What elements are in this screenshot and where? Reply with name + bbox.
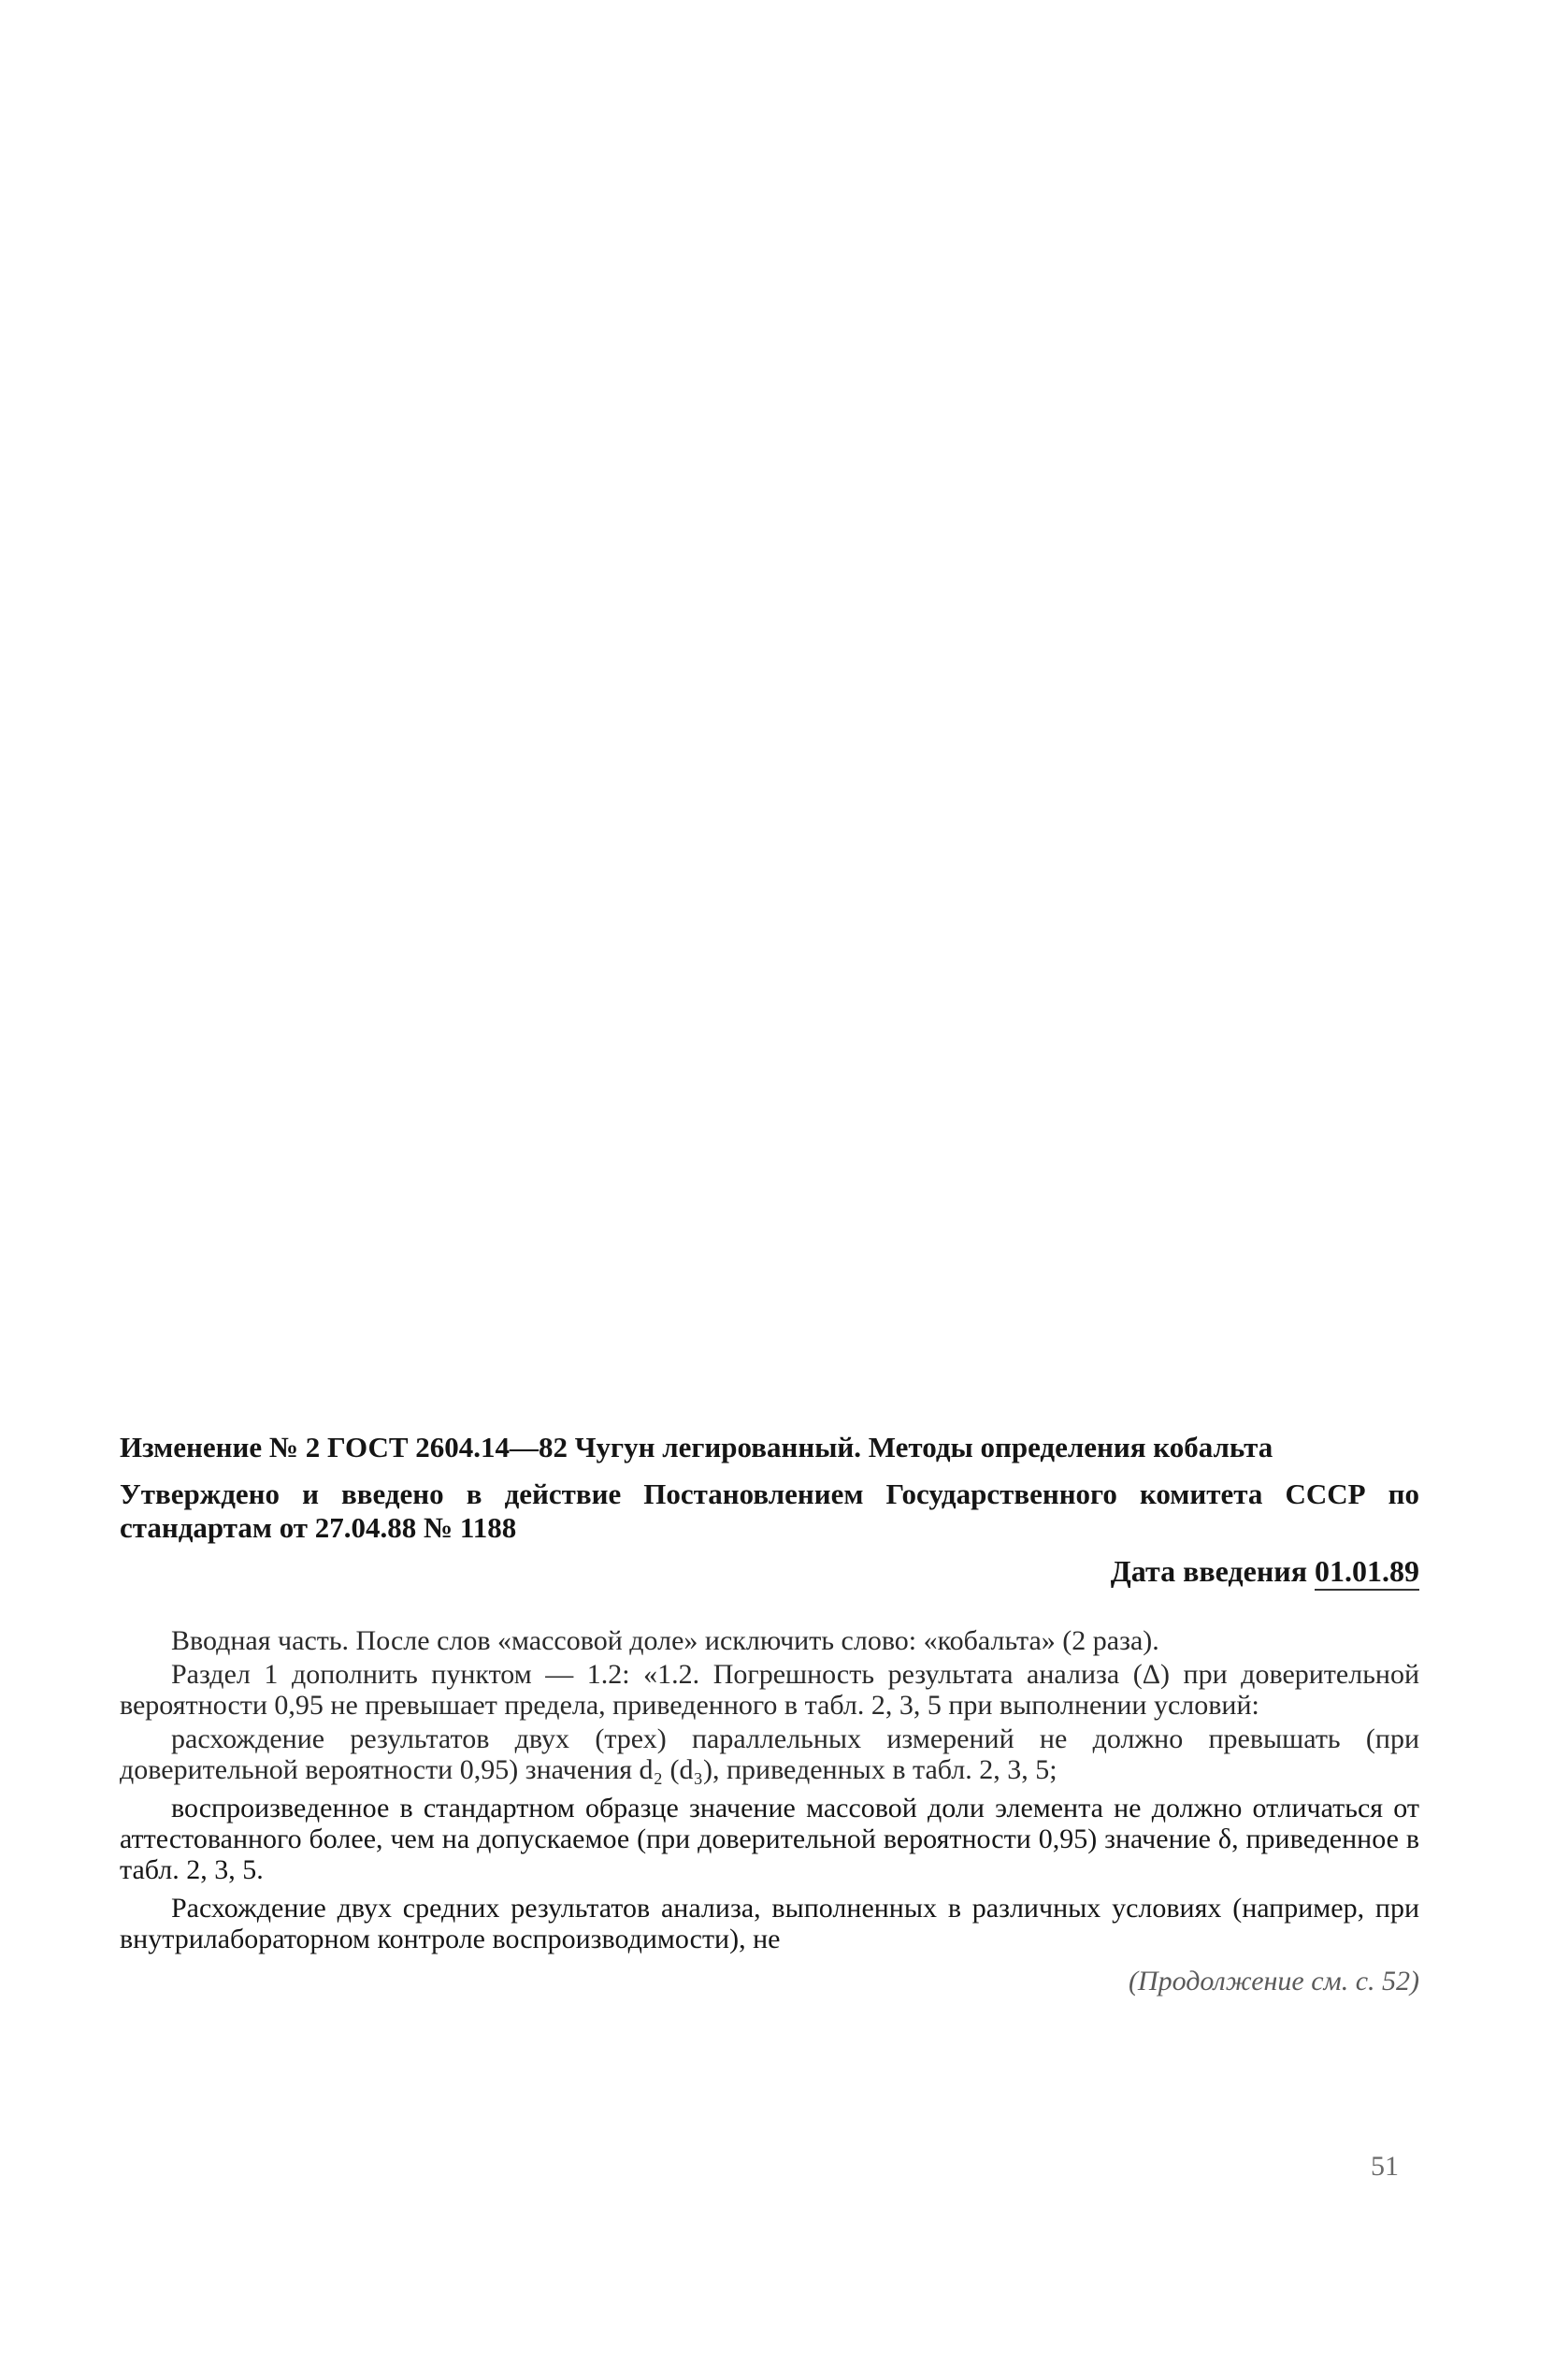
- amendment-title: Изменение № 2 ГОСТ 2604.14—82 Чугун легированный. Методы определения кобальта: [120, 1431, 1273, 1463]
- date-label: Дата введения: [1110, 1554, 1307, 1588]
- introduction-date: [120, 1552, 1419, 1590]
- document-body: [120, 1431, 1419, 1997]
- continuation-note: (Продолжение см. с. 52): [1128, 1966, 1419, 1996]
- date-value: 01.01.89: [1315, 1554, 1419, 1591]
- paragraph: воспроизведенное в стандартном образце значение массовой доли элемента не должно отличаться от аттестованного более, чем на допускаемое (при доверительной вероятности 0,95) значение δ, приведенное в табл. 2, 3, 5.: [120, 1793, 1419, 1885]
- paragraph: Раздел 1 дополнить пунктом — 1.2: «1.2. Погрешность результата анализа (Δ) при доверительной вероятности 0,95 не превышает предела, приведенного в табл. 2, 3, 5 при выполнении условий:: [120, 1659, 1419, 1721]
- paragraph: Расхождение двух средних результатов анализа, выполненных в различных условиях (например, при внутрилабораторном контроле воспроизводимости), не: [120, 1893, 1419, 1954]
- paragraph: Вводная часть. После слов «массовой доле» исключить слово: «кобальта» (2 раза).: [171, 1625, 1159, 1656]
- amendment-text: [120, 1625, 1419, 1954]
- paragraph: расхождение результатов двух (трех) параллельных измерений не должно превышать (при доверительной вероятности 0,95) значения d₂ (d₃), приведенных в табл. 2, 3, 5;: [120, 1723, 1419, 1785]
- approval-statement: Утверждено и введено в действие Постановлением Государственного комитета СССР по стандартам от 27.04.88 № 1188: [120, 1478, 1419, 1544]
- page-number: 51: [1371, 2151, 1399, 2182]
